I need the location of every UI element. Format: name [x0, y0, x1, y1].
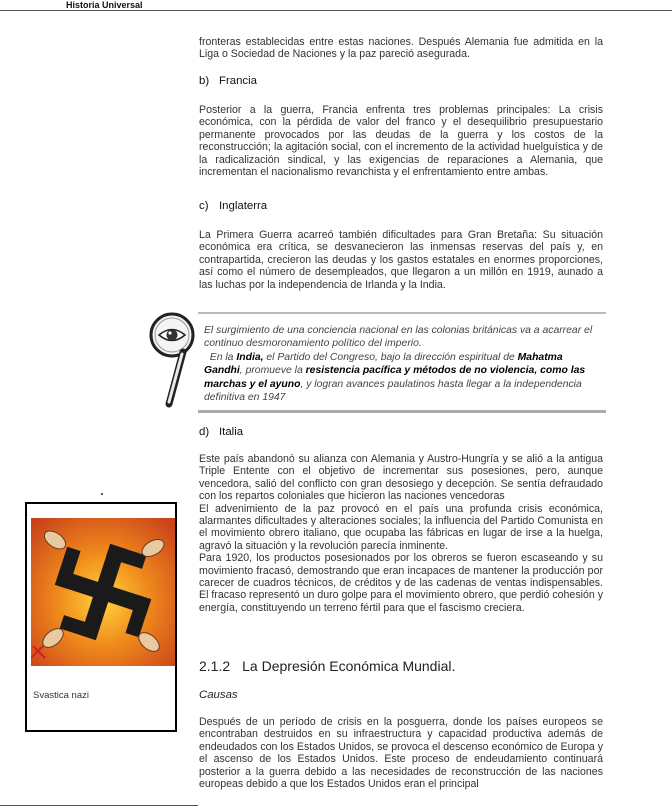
francia-paragraph: Posterior a la guerra, Francia enfrenta tres problemas principales: La crisis económica, con la pérdida de valor del franco y el desequilibrio presupuestario permanente provocados por las deudas de la guerra y los costos de la reconstrucción; la agitación social, con el incremento de la actividad huelguística y de la radicalización sindical, y las exigencias de reparaciones a Alemania, que incrementan el nacionalismo revanchista y el enfrentamiento entre ambas.	[199, 104, 603, 179]
heading-inglaterra: c) Inglaterra	[199, 200, 268, 212]
inglaterra-paragraph: La Primera Guerra acarreó también dificultades para Gran Bretaña: Su situación económica era crítica, se desvanecieron las inmensas reservas del país y, en contrapartida, crecieron las deudas y los gastos estatales en enormes proporciones, así como el número de desempleados, que llegaron a un millón en 1919, aunado a las luchas por la independencia de Irlanda y la India.	[199, 229, 603, 291]
heading-italia: d) Italia	[199, 426, 244, 438]
figure-frame	[25, 502, 177, 732]
callout-text: El surgimiento de una conciencia nacional en las colonias británicas va a acarrear el continuo desmoronamiento político del imperio. En la India, el Partido del Congreso, bajo la dirección espiritual de Mahatma Gandhi, promueve la resistencia pacífica y métodos de no violencia, como las marchas y el ayuno, y logran avances paulatinos hasta llegar a la independencia definitiva en 1947	[204, 325, 593, 404]
bottom-rule	[0, 805, 198, 806]
running-header: Historia Universal	[66, 0, 143, 10]
magnifier-eye-icon	[147, 310, 201, 410]
heading-francia: b) Francia	[199, 75, 257, 87]
intro-paragraph: fronteras establecidas entre estas naciones. Después Alemania fue admitida en la Liga o Sociedad de Naciones y la paz pareció asegurada.	[199, 36, 603, 61]
causas-paragraph: Después de un período de crisis en la posguerra, donde los países europeos se encontraban destruidos en su infraestructura y capacidad productiva además de endeudados con los Estados Unidos, se provoca el descenso económico de Europa y el ascenso de los Estados Unidos. Este proceso de endeudamiento continuará posterior a la guerra debido a las necesidades de reconstrucción de las naciones europeas debido a que los Estados Unidos eran el principal	[199, 716, 603, 791]
subsection-causas: Causas	[199, 689, 238, 701]
italia-paragraphs: Este país abandonó su alianza con Alemania y Austro-Hungría y se alió a la antigua Triple Entente con el objetivo de incrementar sus posesiones, pero, aunque vencedora, salió del conflicto con gran desosiego y decepción. Se sentía defraudado con los repartos coloniales que hicieron las naciones vencedoras El advenimiento de la paz provocó en el país una profunda crisis económica, alarmantes dificultades y alteraciones sociales; la influencia del Partido Comunista en el movimiento obrero italiano, que ocupaba las fábricas en lugar de irse a la huelga, agravó la situación y la revolución parecía inminente. Para 1920, los productos posesionados por los obreros se fueron escaseando y su movimiento fracasó, demostrando que eran incapaces de mantener la producción por carecer de cuadros técnicos, de créditos y de las cadenas de ventas indispensables. El fracaso representó un duro golpe para el movimiento obrero, que perdió cohesión y energía, constituyendo un terreno fértil para que el fascismo creciera.	[199, 453, 603, 614]
header-rule	[0, 10, 672, 11]
swastika-poster-image	[31, 518, 175, 666]
figure-caption: Svastica nazi	[33, 690, 89, 701]
section-title: 2.1.2 La Depresión Económica Mundial.	[199, 658, 456, 674]
stray-dot	[101, 493, 103, 495]
